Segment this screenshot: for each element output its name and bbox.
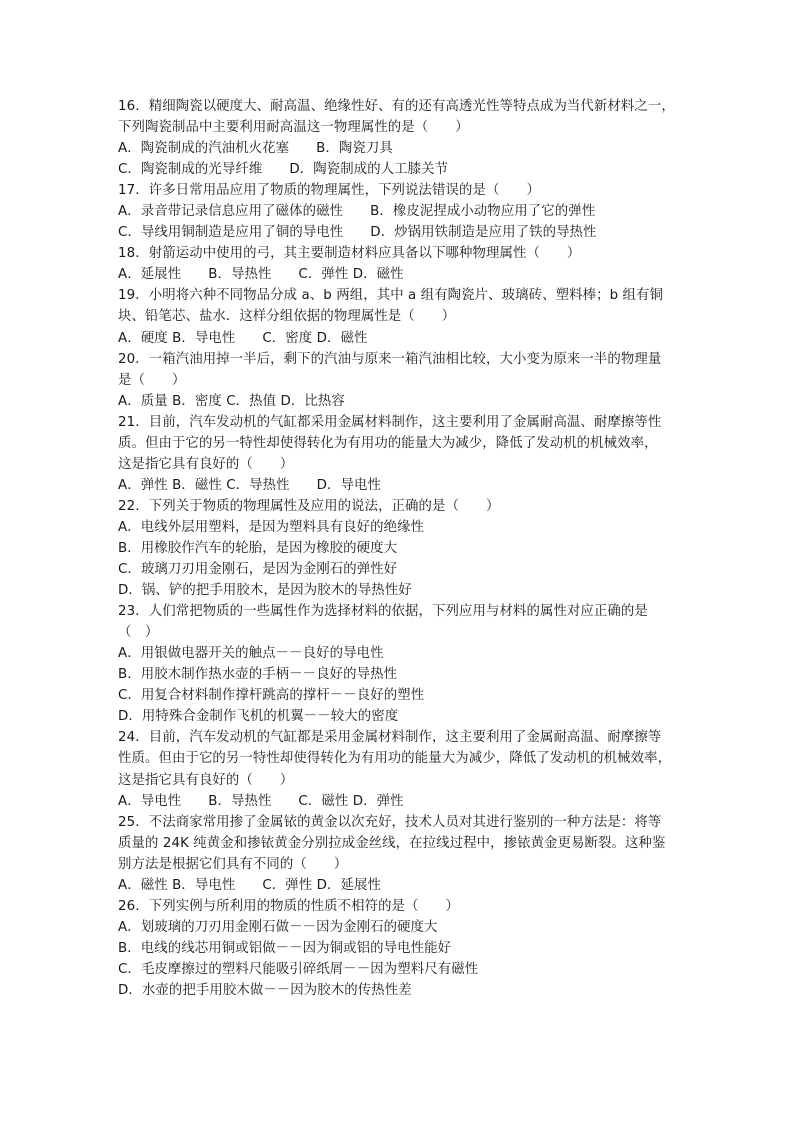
text-line: B．用橡胶作汽车的轮胎，是因为橡胶的硬度大 [118, 540, 398, 556]
text-line: D．水壶的把手用胶木做－－因为胶木的传热性差 [118, 982, 412, 998]
text-line: A．用银做电器开关的触点－－良好的导电性 [118, 646, 384, 662]
text-line: 质量的 24K 纯黄金和掺铱黄金分别拉成金丝线，在拉线过程中，掺铱黄金更易断裂。这种鉴 [118, 835, 666, 851]
text-line: 23．人们常把物质的一些属性作为选择材料的依据，下列应用与材料的属性对应正确的是 [118, 604, 648, 620]
text-line: B．用胶木制作热水壶的手柄－－良好的导热性 [118, 667, 398, 683]
text-line: 24．目前，汽车发动机的气缸都是采用金属材料制作，这主要利用了金属耐高温、耐摩擦等 [118, 730, 662, 746]
text-line: B．电线的线芯用铜或铝做－－因为铜或铝的导电性能好 [118, 940, 452, 956]
text-line: 20．一箱汽油用掉一半后，剩下的汽油与原来一箱汽油相比较，大小变为原来一半的物理量 [118, 351, 662, 367]
text-line: A．弹性 B．磁性 C．导热性 D．导电性 [118, 477, 381, 493]
text-line: D．用特殊合金制作飞机的机翼－－较大的密度 [118, 709, 399, 725]
text-line: C．导线用铜制造是应用了铜的导电性 D．炒锅用铁制造是应用了铁的导热性 [118, 225, 597, 241]
text-line: 17．许多日常用品应用了物质的物理属性，下列说法错误的是（ ） [118, 183, 540, 199]
text-line: A．硬度 B．导电性 C．密度 D．磁性 [118, 330, 368, 346]
text-line: 21．目前，汽车发动机的气缸都采用金属材料制作，这主要利用了金属耐高温、耐摩擦等性 [118, 414, 662, 430]
text-line: 这是指它具有良好的（ ） [118, 772, 294, 788]
text-line: C．玻璃刀刃用金刚石，是因为金刚石的弹性好 [118, 562, 398, 578]
text-line: C．用复合材料制作撑杆跳高的撑杆－－良好的塑性 [118, 688, 425, 704]
text-line: 质。但由于它的另一特性却使得转化为有用功的能量大为减少，降低了发动机的机械效率， [118, 435, 658, 451]
text-line: A．延展性 B．导热性 C．弹性 D．磁性 [118, 267, 404, 283]
text-line: 别方法是根据它们具有不同的（ ） [118, 856, 348, 872]
text-line: 18．射箭运动中使用的弓，其主要制造材料应具备以下哪种物理属性（ ） [118, 246, 581, 262]
text-line: 是（ ） [118, 372, 186, 388]
text-line: 性质。但由于它的另一特性却使得转化为有用功的能量大为减少，降低了发动机的机械效率， [118, 751, 672, 767]
text-line: 25．不法商家常用掺了金属铱的黄金以次充好，技术人员对其进行鉴别的一种方法是：将等 [118, 814, 662, 830]
text-line: 22．下列关于物质的物理属性及应用的说法，正确的是（ ） [118, 498, 500, 514]
text-line: D．锅、铲的把手用胶木，是因为胶木的导热性好 [118, 583, 412, 599]
text-line: 26．下列实例与所利用的物质的性质不相符的是（ ） [118, 898, 460, 914]
document-page [118, 96, 678, 1001]
text-line: A．电线外层用塑料，是因为塑料具有良好的绝缘性 [118, 519, 425, 535]
text-line: 16．精细陶瓷以硬度大、耐高温、绝缘性好、有的还有高透光性等特点成为当代新材料之一， [118, 99, 675, 114]
text-line: A．导电性 B．导热性 C．磁性 D．弹性 [118, 793, 404, 809]
text-line: 这是指它具有良好的（ ） [118, 456, 294, 472]
text-line: C．毛皮摩擦过的塑料尺能吸引碎纸屑－－因为塑料尺有磁性 [118, 961, 479, 977]
text-line: A．录音带记录信息应用了磁体的磁性 B．橡皮泥捏成小动物应用了它的弹性 [118, 204, 596, 220]
text-line: 19．小明将六种不同物品分成 a、b 两组，其中 a 组有陶瓷片、玻璃砖、塑料棒；b 组有铜 [118, 288, 664, 304]
text-line: A．陶瓷制成的汽油机火花塞 B．陶瓷刀具 [118, 141, 393, 157]
text-line: C．陶瓷制成的光导纤维 D．陶瓷制成的人工膝关节 [118, 162, 449, 178]
text-line: A．划玻璃的刀刃用金刚石做－－因为金刚石的硬度大 [118, 919, 438, 935]
text-line: A．磁性 B．导电性 C．弹性 D．延展性 [118, 877, 381, 893]
text-line: （ ） [118, 625, 159, 641]
text-line: 下列陶瓷制品中主要利用耐高温这一物理属性的是（ ） [118, 120, 469, 136]
text-line: A．质量 B．密度 C．热值 D．比热容 [118, 393, 345, 409]
text-line: 块、铅笔芯、盐水．这样分组依据的物理属性是（ ） [118, 309, 456, 325]
